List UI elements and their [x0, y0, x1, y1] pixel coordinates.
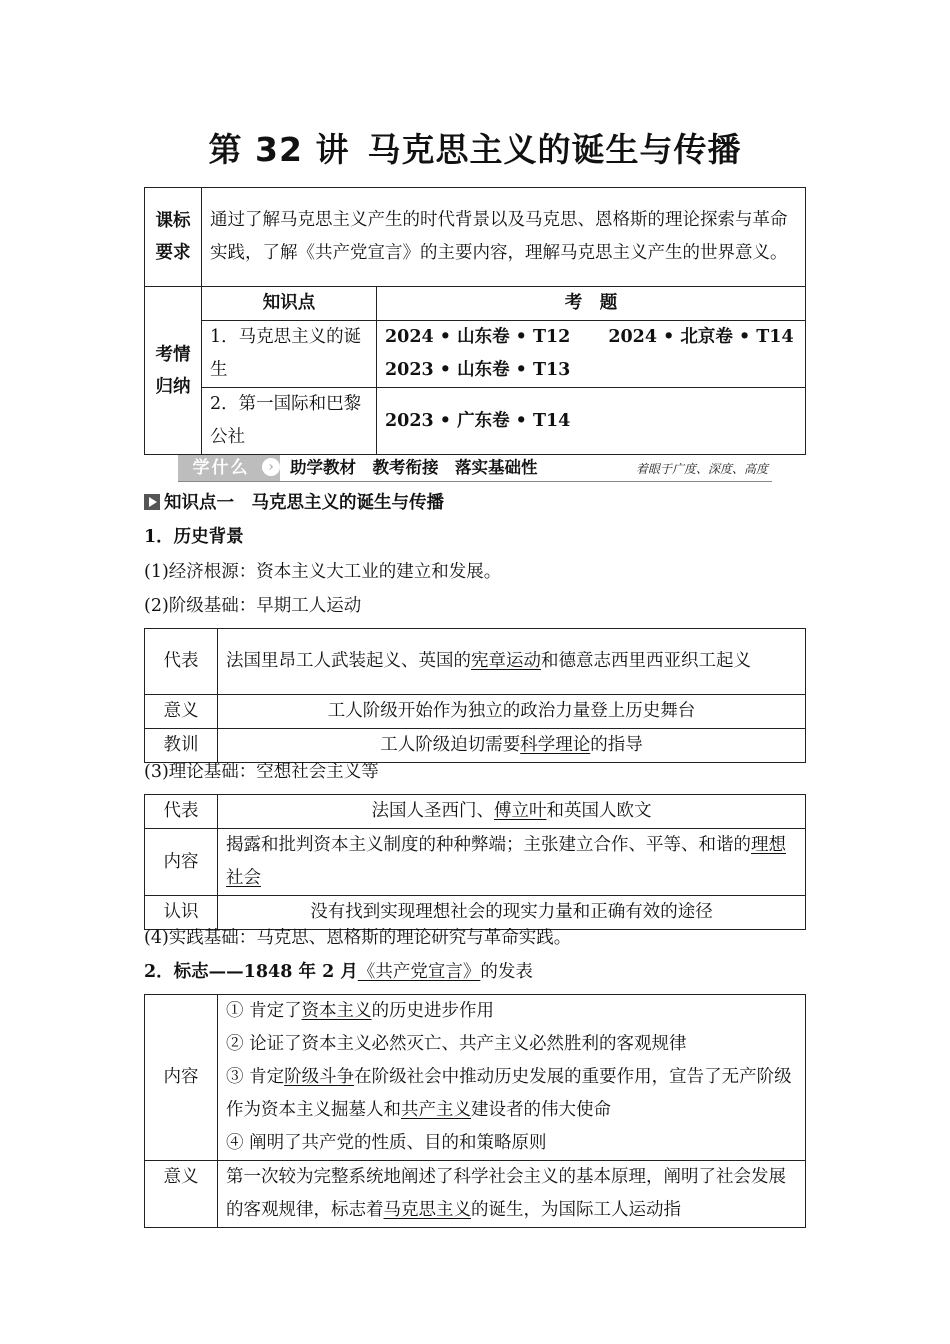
key-term: 《共产党宣言》 — [357, 962, 481, 982]
paragraph-2: (2)阶级基础：早期工人运动 — [144, 596, 362, 616]
text: 的发表 — [480, 962, 533, 982]
question: 2024 • 北京卷 • T14 — [608, 327, 794, 347]
question: 2023 • 山东卷 • T13 — [385, 360, 571, 380]
t1-label-rep: 代表 — [145, 629, 218, 695]
overview-table — [144, 187, 806, 455]
col-knowledge: 知识点 — [202, 287, 377, 321]
req-label: 课标要求 — [145, 188, 202, 287]
knowledge-1: 1．马克思主义的诞生 — [202, 321, 377, 388]
list-item: ④ 阐明了共产党的性质、目的和策略原则 — [226, 1133, 547, 1153]
banner-right: 着眼于广度、深度、高度 — [635, 462, 768, 476]
exam-label: 考情归纳 — [145, 287, 202, 455]
key-term: 傅立叶 — [494, 801, 547, 821]
t2-content-text — [218, 829, 806, 896]
key-term: 宪章运动 — [471, 651, 541, 671]
play-icon — [144, 494, 160, 510]
t2-view-text: 没有找到实现理想社会的现实力量和正确有效的途径 — [218, 896, 806, 930]
text: ③ 肯定 — [226, 1067, 285, 1087]
text: ① 肯定了 — [226, 1001, 302, 1021]
text: 和德意志西里西亚织工起义 — [541, 651, 751, 671]
t2-rep-text — [218, 795, 806, 829]
list-item — [226, 995, 797, 1028]
knowledge-heading-text: 知识点一 马克思主义的诞生与传播 — [164, 493, 444, 513]
text: 工人阶级迫切需要 — [380, 735, 521, 755]
key-term: 理想社会 — [226, 835, 786, 888]
banner-label-text: 学什么 — [192, 458, 250, 478]
banner-middle: 助学教材 教考衔接 落实基础性 — [290, 458, 538, 477]
t2-label-rep: 代表 — [145, 795, 218, 829]
section-banner — [178, 454, 772, 482]
text: 2．标志——1848 年 2 月 — [144, 962, 358, 982]
t2-label-view: 认识 — [145, 896, 218, 930]
text: 和英国人欧文 — [546, 801, 652, 821]
paragraph-1: (1)经济根源：资本主义大工业的建立和发展。 — [144, 562, 502, 582]
section-1-title: 1．历史背景 — [144, 527, 244, 547]
text: 建设者的伟大使命 — [471, 1100, 611, 1120]
utopian-socialism-table — [144, 794, 806, 930]
t1-sig-text: 工人阶级开始作为独立的政治力量登上历史舞台 — [218, 695, 806, 729]
col-questions: 考 题 — [377, 287, 806, 321]
t2-label-content: 内容 — [145, 829, 218, 896]
key-term: 阶级斗争 — [284, 1067, 355, 1087]
workers-movement-table — [144, 628, 806, 763]
paragraph-3: (3)理论基础：空想社会主义等 — [144, 762, 379, 782]
text: 的指导 — [590, 735, 643, 755]
paragraph-4: (4)实践基础：马克思、恩格斯的理论研究与革命实践。 — [144, 928, 572, 948]
banner-divider — [178, 481, 772, 482]
question: 2024 • 山东卷 • T12 — [385, 327, 571, 347]
questions-1 — [377, 321, 806, 388]
text: 的历史进步作用 — [371, 1001, 495, 1021]
lecture-title: 马克思主义的诞生与传播 — [367, 130, 742, 169]
text: 法国里昂工人武装起义、英国的 — [226, 651, 471, 671]
manifesto-table — [144, 994, 806, 1228]
knowledge-2: 2．第一国际和巴黎公社 — [202, 388, 377, 455]
t3-label-sig: 意义 — [145, 1161, 218, 1228]
section-2-title — [144, 956, 533, 989]
t3-content — [218, 995, 806, 1161]
t3-label-content: 内容 — [145, 995, 218, 1161]
knowledge-heading — [144, 487, 444, 520]
text: 揭露和批判资本主义制度的种种弊端；主张建立合作、平等、和谐的 — [226, 835, 751, 855]
text: 法国人圣西门、 — [371, 801, 494, 821]
question: 2023 • 广东卷 • T14 — [385, 410, 571, 431]
t3-sig-text — [218, 1161, 806, 1228]
text: 在阶级社会中推动历史发展的重要作用，宣告了无产阶级作为资本主义掘墓人和 — [226, 1067, 792, 1120]
lecture-number: 第 32 讲 — [208, 130, 350, 169]
list-item: ② 论证了资本主义必然灭亡、共产主义必然胜利的客观规律 — [226, 1034, 687, 1054]
chevron-right-icon: › — [262, 458, 280, 476]
t1-label-sig: 意义 — [145, 695, 218, 729]
key-term: 马克思主义 — [383, 1200, 471, 1220]
text: 的诞生，为国际工人运动指 — [471, 1200, 681, 1220]
t1-rep-text — [218, 629, 806, 695]
key-term: 资本主义 — [301, 1001, 372, 1021]
page-title — [0, 124, 950, 171]
questions-2 — [377, 388, 806, 455]
req-text: 通过了解马克思主义产生的时代背景以及马克思、恩格斯的理论探索与革命实践，了解《共产党宣言》的主要内容，理解马克思主义产生的世界意义。 — [202, 188, 806, 287]
list-item — [226, 1061, 797, 1127]
key-term: 共产主义 — [401, 1100, 471, 1120]
text: 第一次较为完整系统地阐述了科学社会主义的基本原理，阐明了社会发展的客观规律，标志着 — [226, 1167, 786, 1220]
t1-label-lesson: 教训 — [145, 729, 218, 763]
key-term: 科学理论 — [520, 735, 591, 755]
